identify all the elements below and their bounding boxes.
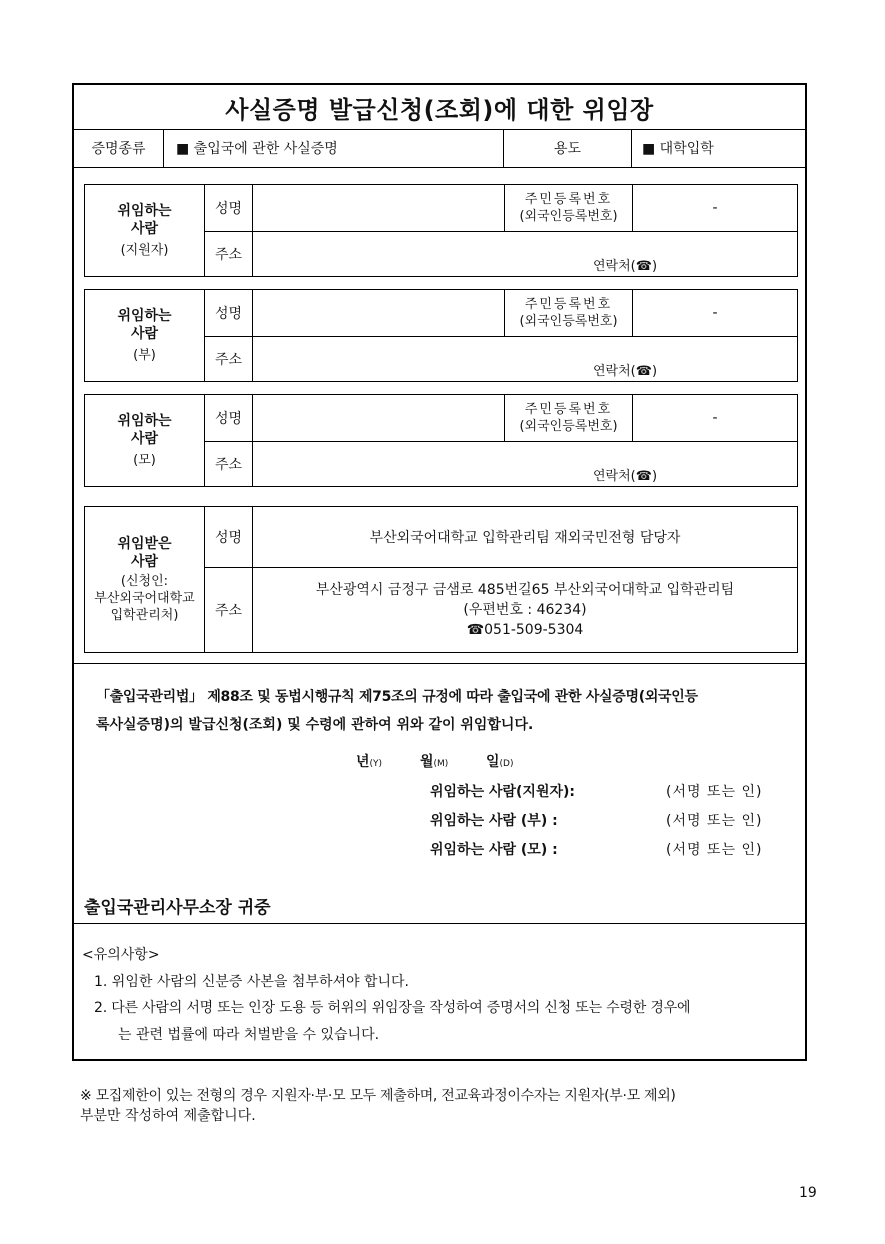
- signature-field-applicant[interactable]: (서명 또는 인): [666, 784, 763, 800]
- signature-label-mother: 위임하는 사람 (모) :: [430, 842, 558, 858]
- id-number-label: 주민등록번호 (외국인등록번호): [505, 290, 633, 336]
- id-number-field[interactable]: -: [712, 410, 718, 426]
- delegate-sub-2: 부산외국어대학교: [94, 591, 195, 606]
- signature-field-mother[interactable]: (서명 또는 인): [666, 842, 763, 858]
- notes-item: 2. 다른 사람의 서명 또는 인장 도용 등 허위의 위임장을 작성하여 증명서의 신청 또는 수령한 경우에: [94, 1000, 691, 1016]
- form-title: 사실증명 발급신청(조회)에 대한 위임장: [74, 85, 805, 130]
- page-number: 19: [799, 1185, 817, 1201]
- name-label: 성명: [205, 290, 253, 336]
- footnote-line: ※ 모집제한이 있는 전형의 경우 지원자·부·모 모두 제출하며, 전교육과정이수자는 지원자(부·모 제외): [80, 1088, 676, 1104]
- statement: [96, 683, 796, 739]
- notes-section: [74, 923, 805, 1043]
- contact-label: 연락처(☎): [593, 469, 658, 484]
- purpose-value: ■ 대학입학: [642, 141, 714, 157]
- signature-label-applicant: 위임하는 사람(지원자):: [430, 784, 575, 800]
- date-year[interactable]: 년(Y): [356, 754, 383, 770]
- address-label: 주소: [205, 567, 253, 652]
- notes-item-cont: 는 관련 법률에 따라 처벌받을 수 있습니다.: [118, 1027, 380, 1043]
- delegator-sub: (모): [133, 453, 156, 468]
- delegator-label: [85, 185, 205, 276]
- address-field[interactable]: [253, 231, 797, 276]
- statement-line: 록사실증명)의 발급신청(조회) 및 수령에 관하여 위와 같이 위임합니다.: [96, 717, 534, 733]
- delegator-label: [85, 395, 205, 486]
- footnote-line: 부분만 작성하여 제출합니다.: [80, 1108, 256, 1124]
- date-month[interactable]: 월(M): [420, 754, 449, 770]
- address-label: 주소: [205, 231, 253, 276]
- form-frame: [72, 83, 807, 1061]
- delegator-title: 위임하는 사람: [117, 203, 172, 237]
- date-day[interactable]: 일(D): [486, 754, 514, 770]
- address-field[interactable]: [253, 441, 797, 486]
- delegator-label: [85, 290, 205, 381]
- signature-label-father: 위임하는 사람 (부) :: [430, 813, 558, 829]
- delegate-sub-1: (신청인:: [120, 574, 169, 589]
- name-label: 성명: [205, 185, 253, 231]
- statement-line: 「출입국관리법」 제88조 및 동법시행규칙 제75조의 규정에 따라 출입국에 관한 사실증명(외국인등: [96, 689, 698, 705]
- contact-label: 연락처(☎): [593, 364, 658, 379]
- delegate-title: 위임받은 사람: [117, 536, 172, 570]
- delegator-title: 위임하는 사람: [117, 413, 172, 447]
- delegate-name-value: 부산외국어대학교 입학관리팀 재외국민전형 담당자: [369, 530, 681, 546]
- id-number-field[interactable]: -: [712, 305, 718, 321]
- name-field[interactable]: [253, 290, 505, 336]
- id-number-label: 주민등록번호 (외국인등록번호): [505, 395, 633, 441]
- cert-type-label: 증명종류: [74, 129, 164, 167]
- delegator-father-section: [84, 289, 798, 382]
- delegator-title: 위임하는 사람: [117, 308, 172, 342]
- purpose-label: 용도: [504, 129, 632, 167]
- recipient: 출입국관리사무소장 귀중: [84, 898, 271, 918]
- footnote: [80, 1086, 800, 1126]
- name-label: 성명: [205, 507, 253, 567]
- delegator-applicant-section: [84, 184, 798, 277]
- notes-item: 1. 위임한 사람의 신분증 사본을 첨부하셔야 합니다.: [94, 974, 409, 990]
- delegate-sub-3: 입학관리처): [110, 608, 179, 623]
- delegate-address-line: 부산광역시 금정구 금샘로 485번길65 부산외국어대학교 입학관리팀: [315, 581, 735, 598]
- header-row: [74, 129, 805, 168]
- delegate-phone: ☎051-509-5304: [466, 621, 584, 638]
- notes-heading: <유의사항>: [82, 947, 160, 963]
- name-field[interactable]: [253, 395, 505, 441]
- name-label: 성명: [205, 395, 253, 441]
- delegator-mother-section: [84, 394, 798, 487]
- delegator-sub: (지원자): [120, 243, 169, 258]
- address-label: 주소: [205, 441, 253, 486]
- id-number-label: 주민등록번호 (외국인등록번호): [505, 185, 633, 231]
- delegate-address-value: [253, 567, 797, 652]
- delegate-section: [84, 506, 798, 653]
- delegate-postal-code: (우편번호 : 46234): [463, 601, 587, 618]
- signature-field-father[interactable]: (서명 또는 인): [666, 813, 763, 829]
- name-field[interactable]: [253, 185, 505, 231]
- id-number-field[interactable]: -: [712, 200, 718, 216]
- cert-type-value: ■ 출입국에 관한 사실증명: [164, 129, 504, 167]
- contact-label: 연락처(☎): [593, 259, 658, 274]
- address-label: 주소: [205, 336, 253, 381]
- delegator-sub: (부): [133, 348, 156, 363]
- address-field[interactable]: [253, 336, 797, 381]
- delegate-label: [85, 507, 205, 652]
